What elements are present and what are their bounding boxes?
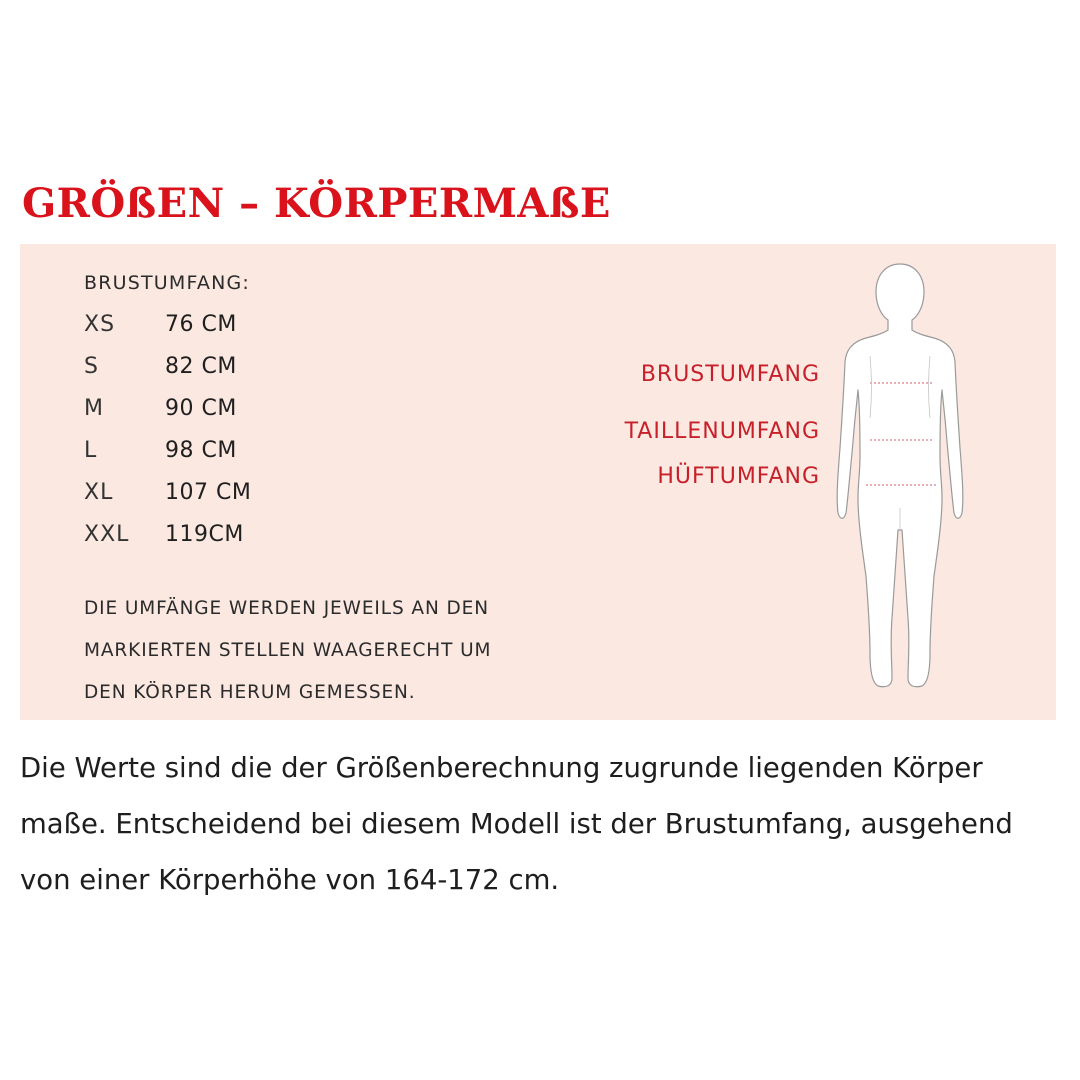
size-label: XXL bbox=[84, 522, 130, 547]
chest-value: 76 CM bbox=[165, 312, 237, 337]
chest-measure-label: BRUSTUMFANG bbox=[640, 362, 820, 387]
paragraph-line: maße. Entscheidend bei diesem Modell ist der Brustumfang, ausgehend bbox=[20, 808, 1013, 840]
chest-value: 107 CM bbox=[165, 480, 252, 505]
chest-value: 98 CM bbox=[165, 438, 237, 463]
measurement-note bbox=[84, 588, 564, 714]
size-label: XL bbox=[84, 480, 114, 505]
chest-value: 90 CM bbox=[165, 396, 237, 421]
chest-value: 119CM bbox=[165, 522, 244, 547]
note-line: DIE UMFÄNGE WERDEN JEWEILS AN DEN bbox=[84, 598, 489, 619]
paragraph-line: von einer Körperhöhe von 164-172 cm. bbox=[20, 864, 560, 896]
note-line: MARKIERTEN STELLEN WAAGERECHT UM bbox=[84, 640, 492, 661]
page-title: GRÖßEN – KÖRPERMAßE bbox=[22, 180, 611, 227]
body-silhouette-icon bbox=[830, 258, 970, 703]
hip-measure-label: HÜFTUMFANG bbox=[657, 464, 820, 489]
note-line: DEN KÖRPER HERUM GEMESSEN. bbox=[84, 682, 416, 703]
size-label: M bbox=[84, 396, 104, 421]
paragraph-line: Die Werte sind die der Größenberechnung zugrunde liegenden Körper bbox=[20, 752, 983, 784]
size-label: L bbox=[84, 438, 98, 463]
size-table-heading: BRUSTUMFANG: bbox=[84, 272, 251, 294]
size-label: S bbox=[84, 354, 99, 379]
size-label: XS bbox=[84, 312, 116, 337]
waist-measure-label: TAILLENUMFANG bbox=[624, 419, 820, 444]
chest-value: 82 CM bbox=[165, 354, 237, 379]
size-explanation-paragraph bbox=[20, 740, 1060, 908]
